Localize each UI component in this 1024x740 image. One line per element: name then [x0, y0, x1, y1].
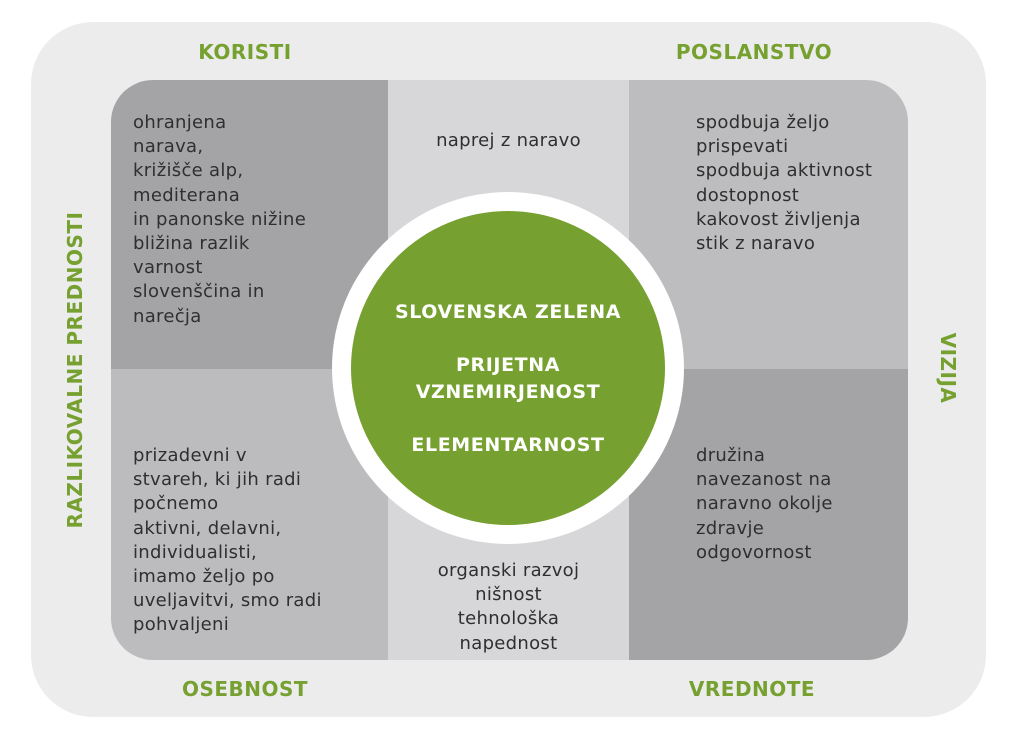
cell-line: slovenščina in [133, 281, 265, 303]
center-vznemirjenost: VZNEMIRJENOST [415, 381, 601, 403]
label-vrednote: VREDNOTE [688, 677, 816, 701]
cell-line: dostopnost [696, 184, 800, 206]
cell-line: pohvaljeni [133, 614, 230, 636]
cell-line: počnemo [133, 493, 219, 515]
cell-line: spodbuja željo [696, 112, 830, 133]
center-slovenska-zelena: SLOVENSKA ZELENA [394, 301, 622, 323]
label-razlikovalne-prednosti: RAZLIKOVALNE PREDNOSTI [63, 211, 87, 529]
cell-line: odgovornost [696, 541, 812, 563]
cell-line: naravno okolje [696, 493, 833, 515]
cell-line: individualisti, [133, 541, 258, 563]
cell-line: stvareh, ki jih radi [133, 469, 302, 491]
cell-text-osebnost [133, 444, 322, 638]
cell-line: in panonske nižine [133, 208, 307, 230]
cell-line: prizadevni v [133, 445, 247, 466]
cell-text-koristi [133, 111, 306, 329]
cell-line: zdravje [696, 517, 765, 539]
cell-text-poslanstvo [696, 111, 872, 256]
cell-line: križišče alp, [133, 160, 244, 182]
label-osebnost: OSEBNOST [181, 677, 309, 701]
cell-line: družina [696, 445, 766, 466]
cell-line: napednost [459, 632, 558, 654]
cell-line: narečja [133, 305, 202, 327]
center-prijetna: PRIJETNA [455, 354, 561, 376]
cell-line: organski razvoj [437, 560, 580, 581]
label-koristi: KORISTI [198, 40, 292, 64]
cell-text-top-center [388, 129, 629, 153]
cell-line: narava, [133, 136, 204, 158]
cell-line: mediterana [133, 184, 241, 206]
cell-line: uveljavitvi, smo radi [133, 590, 322, 612]
label-vizija: VIZIJA [936, 332, 960, 404]
cell-line: nišnost [475, 584, 542, 606]
cell-line: stik z naravo [696, 233, 816, 255]
cell-line: prispevati [696, 136, 789, 158]
cell-line: naprej z naravo [436, 130, 581, 151]
cell-line: kakovost življenja [696, 208, 861, 230]
label-poslanstvo: POSLANSTVO [675, 40, 833, 64]
cell-line: imamo željo po [133, 566, 275, 588]
cell-line: varnost [133, 257, 203, 279]
cell-text-vrednote [696, 444, 833, 565]
center-elementarnost: ELEMENTARNOST [411, 434, 605, 456]
cell-line: aktivni, delavni, [133, 517, 282, 539]
cell-line: spodbuja aktivnost [696, 160, 873, 182]
cell-line: navezanost na [696, 469, 832, 491]
cell-line: tehnološka [457, 608, 560, 630]
cell-line: bližina razlik [133, 233, 250, 255]
cell-line: ohranjena [133, 112, 227, 133]
cell-text-bottom-center [388, 559, 629, 656]
